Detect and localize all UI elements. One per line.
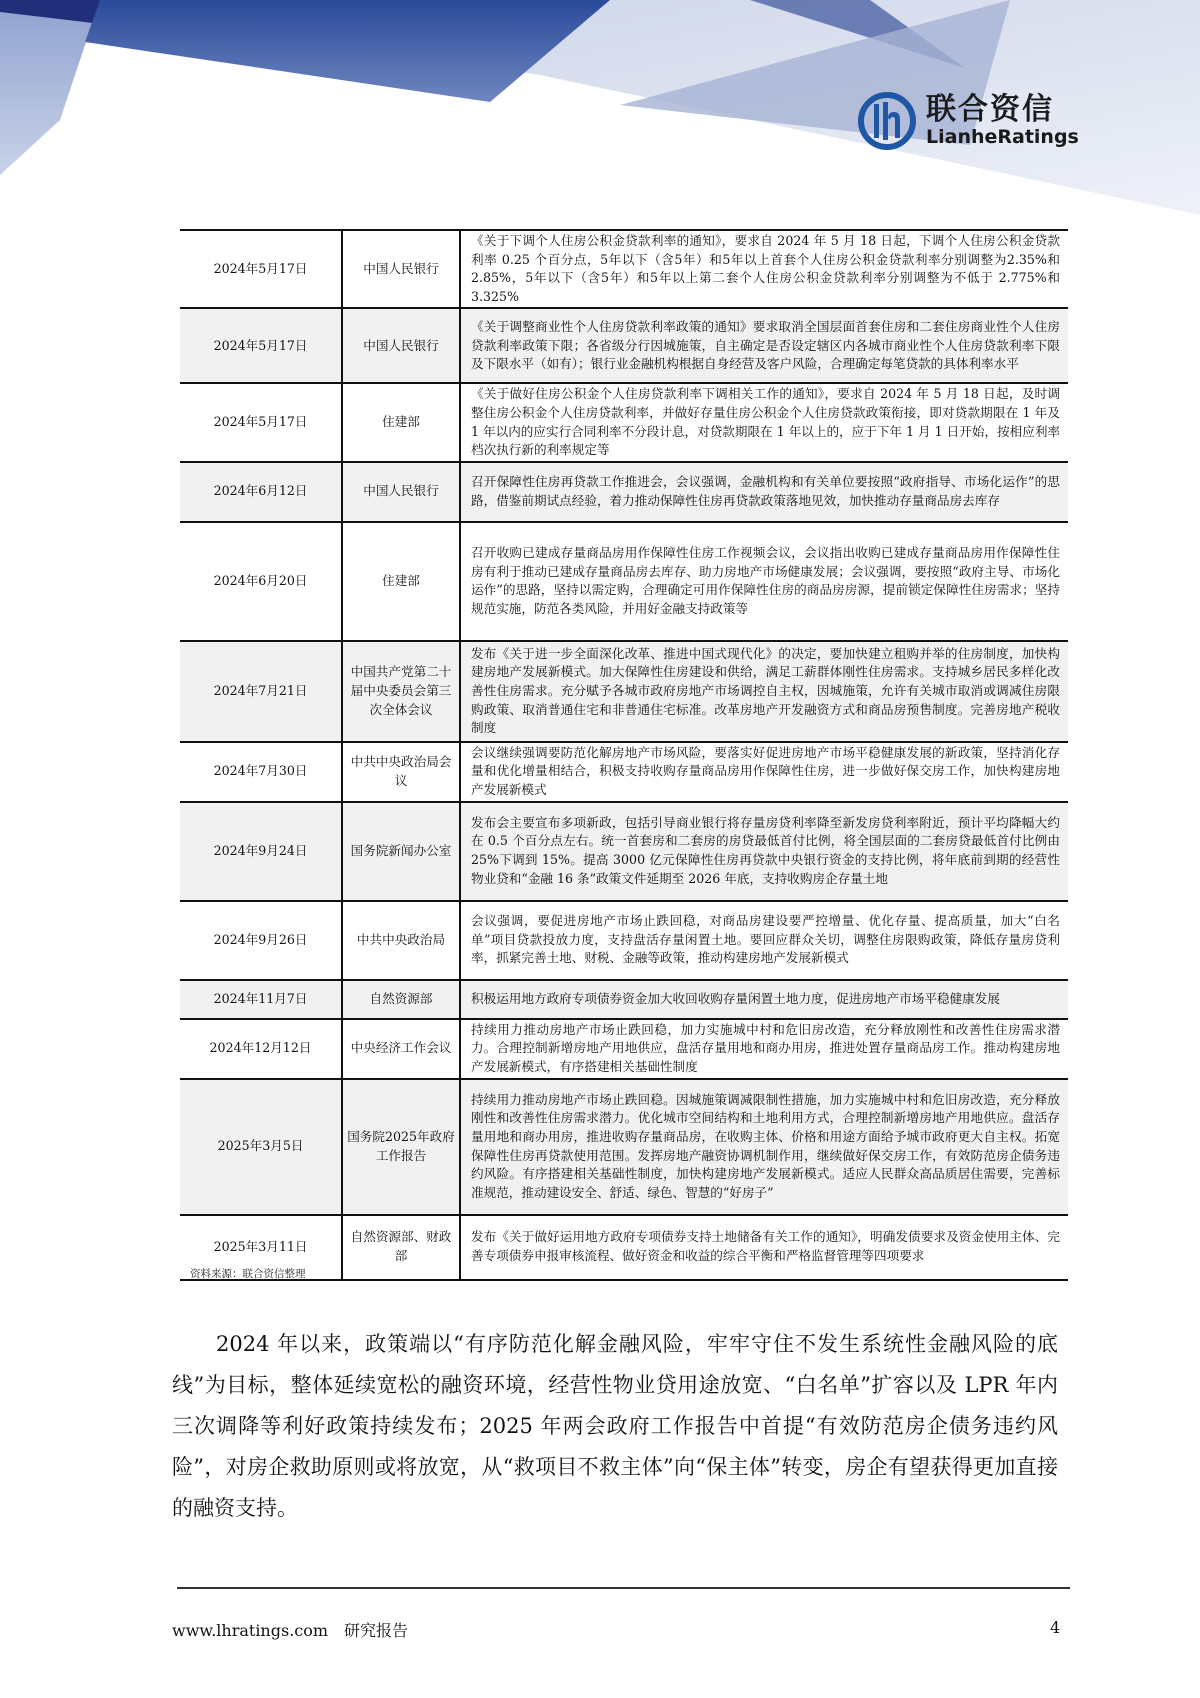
date-cell: 2024年7月30日 (180, 742, 342, 802)
org-cell: 住建部 (342, 383, 460, 461)
description-cell: 持续用力推动房地产市场止跌回稳，加力实施城中村和危旧房改造，充分释放刚性和改善性住房需求潜力。合理控制新增房地产用地供应，盘活存量用地和商办用房，推进处置存量商品房工作。推动构建房地产发展新模式，有序搭建相关基础性制度 (460, 1019, 1068, 1079)
date-cell: 2025年3月5日 (180, 1079, 342, 1215)
company-logo (858, 92, 1079, 150)
date-cell: 2024年12月12日 (180, 1019, 342, 1079)
table-row (180, 230, 1068, 308)
date-cell: 2024年6月20日 (180, 522, 342, 641)
date-cell: 2024年5月17日 (180, 308, 342, 383)
org-cell: 自然资源部、财政部 (342, 1215, 460, 1280)
description-cell: 发布会主要宣布多项新政，包括引导商业银行将存量房贷利率降至新发房贷利率附近，预计平均降幅大约在 0.5 个百分点左右。统一首套房和二套房的房贷最低首付比例，将全国层面的二套房贷最低首付比例由 25%下调到 15%。提高 3000 亿元保障性住房再贷款中央银行资金的支持比例，将年底前到期的经营性物业贷和“金融 16 条”政策文件延期至 2026 年底，支持收购房企存量土地 (460, 802, 1068, 901)
description-cell: 会议强调，要促进房地产市场止跌回稳，对商品房建设要严控增量、优化存量、提高质量，加大“白名单”项目贷款投放力度，支持盘活存量闲置土地。要回应群众关切，调整住房限购政策，降低存量房贷利率，抓紧完善土地、财税、金融等政策，推动构建房地产发展新模式 (460, 901, 1068, 980)
org-cell: 自然资源部 (342, 980, 460, 1019)
description-cell: 会议继续强调要防范化解房地产市场风险，要落实好促进房地产市场平稳健康发展的新政策，坚持消化存量和优化增量相结合，积极支持收购存量商品房用作保障性住房，进一步做好保交房工作，加快构建房地产发展新模式 (460, 742, 1068, 802)
body-paragraph: 2024 年以来，政策端以“有序防范化解金融风险，牢牢守住不发生系统性金融风险的底线”为目标，整体延续宽松的融资环境，经营性物业贷用途放宽、“白名单”扩容以及 LPR 年内三次调降等利好政策持续发布；2025 年两会政府工作报告中首提“有效防范房企债务违约风险”，对房企救助原则或将放宽，从“救项目不救主体”向“保主体”转变，房企有望获得更加直接的融资支持。 (172, 1332, 1058, 1520)
org-cell: 中国人民银行 (342, 462, 460, 522)
footer-divider (177, 1587, 1070, 1589)
table-row (180, 383, 1068, 461)
date-cell: 2025年3月11日 (180, 1215, 342, 1280)
date-cell: 2024年6月12日 (180, 462, 342, 522)
logo-chinese-name: 联合资信 (926, 92, 1054, 127)
table-row (180, 742, 1068, 802)
description-cell: 召开保障性住房再贷款工作推进会，会议强调，金融机构和有关单位要按照“政府指导、市场化运作”的思路，借鉴前期试点经验，着力推动保障性住房再贷款政策落地见效，加快推动存量商品房去库存 (460, 462, 1068, 522)
date-cell: 2024年5月17日 (180, 230, 342, 308)
org-cell: 中共中央政治局会议 (342, 742, 460, 802)
description-cell: 召开收购已建成存量商品房用作保障性住房工作视频会议，会议指出收购已建成存量商品房用作保障性住房有利于推动已建成存量商品房去库存、助力房地产市场健康发展；会议强调，要按照“政府主导、市场化运作”的思路，坚持以需定购，合理确定可用作保障性住房的商品房房源，提前锁定保障性住房需求；坚持规范实施，防范各类风险，并用好金融支持政策等 (460, 522, 1068, 641)
table-row (180, 462, 1068, 522)
logo-english-name: LianheRatings (926, 126, 1079, 148)
table-row (180, 1079, 1068, 1215)
org-cell: 中央经济工作会议 (342, 1019, 460, 1079)
description-cell: 发布《关于进一步全面深化改革、推进中国式现代化》的决定，要加快建立租购并举的住房制度，加快构建房地产发展新模式。加大保障性住房建设和供给，满足工薪群体刚性住房需求。支持城乡居民多样化改善性住房需求。充分赋予各城市政府房地产市场调控自主权，因城施策，允许有关城市取消或调减住房限购政策、取消普通住宅和非普通住宅标准。改革房地产开发融资方式和商品房预售制度。完善房地产税收制度 (460, 641, 1068, 742)
table-row (180, 308, 1068, 383)
table-row (180, 1019, 1068, 1079)
policy-table (180, 229, 1068, 1281)
description-cell: 发布《关于做好运用地方政府专项债券支持土地储备有关工作的通知》，明确发债要求及资金使用主体、完善专项债券申报审核流程、做好资金和收益的综合平衡和严格监督管理等四项要求 (460, 1215, 1068, 1280)
date-cell: 2024年11月7日 (180, 980, 342, 1019)
table-source-note: 资料来源：联合资信整理 (190, 1268, 306, 1280)
lianhe-logo-icon (858, 92, 916, 150)
org-cell: 国务院2025年政府工作报告 (342, 1079, 460, 1215)
footer-site-label: www.lhratings.com 研究报告 (172, 1621, 409, 1640)
description-cell: 《关于下调个人住房公积金贷款利率的通知》，要求自 2024 年 5 月 18 日起，下调个人住房公积金贷款利率 0.25 个百分点，5年以下（含5年）和5年以上首套个人住房公积金贷款利率分别调整为2.35%和2.85%，5年以下（含5年）和5年以上第二套个人住房公积金贷款利率分别调整为不低于 2.775%和 3.325% (460, 230, 1068, 308)
org-cell: 中国人民银行 (342, 230, 460, 308)
table-row (180, 980, 1068, 1019)
table-row (180, 1215, 1068, 1280)
description-cell: 持续用力推动房地产市场止跌回稳。因城施策调减限制性措施，加力实施城中村和危旧房改造，充分释放刚性和改善性住房需求潜力。优化城市空间结构和土地利用方式，合理控制新增房地产用地供应。盘活存量用地和商办用房，推进收购存量商品房，在收购主体、价格和用途方面给予城市政府更大自主权。拓宽保障性住房再贷款使用范围。发挥房地产融资协调机制作用，继续做好保交房工作，有效防范房企债务违约风险。有序搭建相关基础性制度，加快构建房地产发展新模式。适应人民群众高品质居住需要，完善标准规范，推动建设安全、舒适、绿色、智慧的“好房子” (460, 1079, 1068, 1215)
description-cell: 《关于调整商业性个人住房贷款利率政策的通知》要求取消全国层面首套住房和二套住房商业性个人住房贷款利率政策下限；各省级分行因城施策，自主确定是否设定辖区内各城市商业性个人住房贷款利率下限及下限水平（如有）；银行业金融机构根据自身经营及客户风险，合理确定每笔贷款的具体利率水平 (460, 308, 1068, 383)
date-cell: 2024年5月17日 (180, 383, 342, 461)
org-cell: 中国人民银行 (342, 308, 460, 383)
org-cell: 中国共产党第二十届中央委员会第三次全体会议 (342, 641, 460, 742)
table-row (180, 802, 1068, 901)
date-cell: 2024年7月21日 (180, 641, 342, 742)
description-cell: 《关于做好住房公积金个人住房贷款利率下调相关工作的通知》，要求自 2024 年 5 月 18 日起，及时调整住房公积金个人住房贷款利率，并做好存量住房公积金个人住房贷款政策衔接，即对贷款期限在 1 年及 1 年以内的应实行合同利率不分段计息，对贷款期限在 1 年以上的，应于下年 1 月 1 日开始，按相应利率档次执行新的利率规定等 (460, 383, 1068, 461)
table-row (180, 901, 1068, 980)
date-cell: 2024年9月26日 (180, 901, 342, 980)
org-cell: 国务院新闻办公室 (342, 802, 460, 901)
table-row (180, 641, 1068, 742)
org-cell: 中共中央政治局 (342, 901, 460, 980)
description-cell: 积极运用地方政府专项债券资金加大收回收购存量闲置土地力度，促进房地产市场平稳健康发展 (460, 980, 1068, 1019)
org-cell: 住建部 (342, 522, 460, 641)
page-number: 4 (1050, 1618, 1061, 1637)
table-row (180, 522, 1068, 641)
date-cell: 2024年9月24日 (180, 802, 342, 901)
